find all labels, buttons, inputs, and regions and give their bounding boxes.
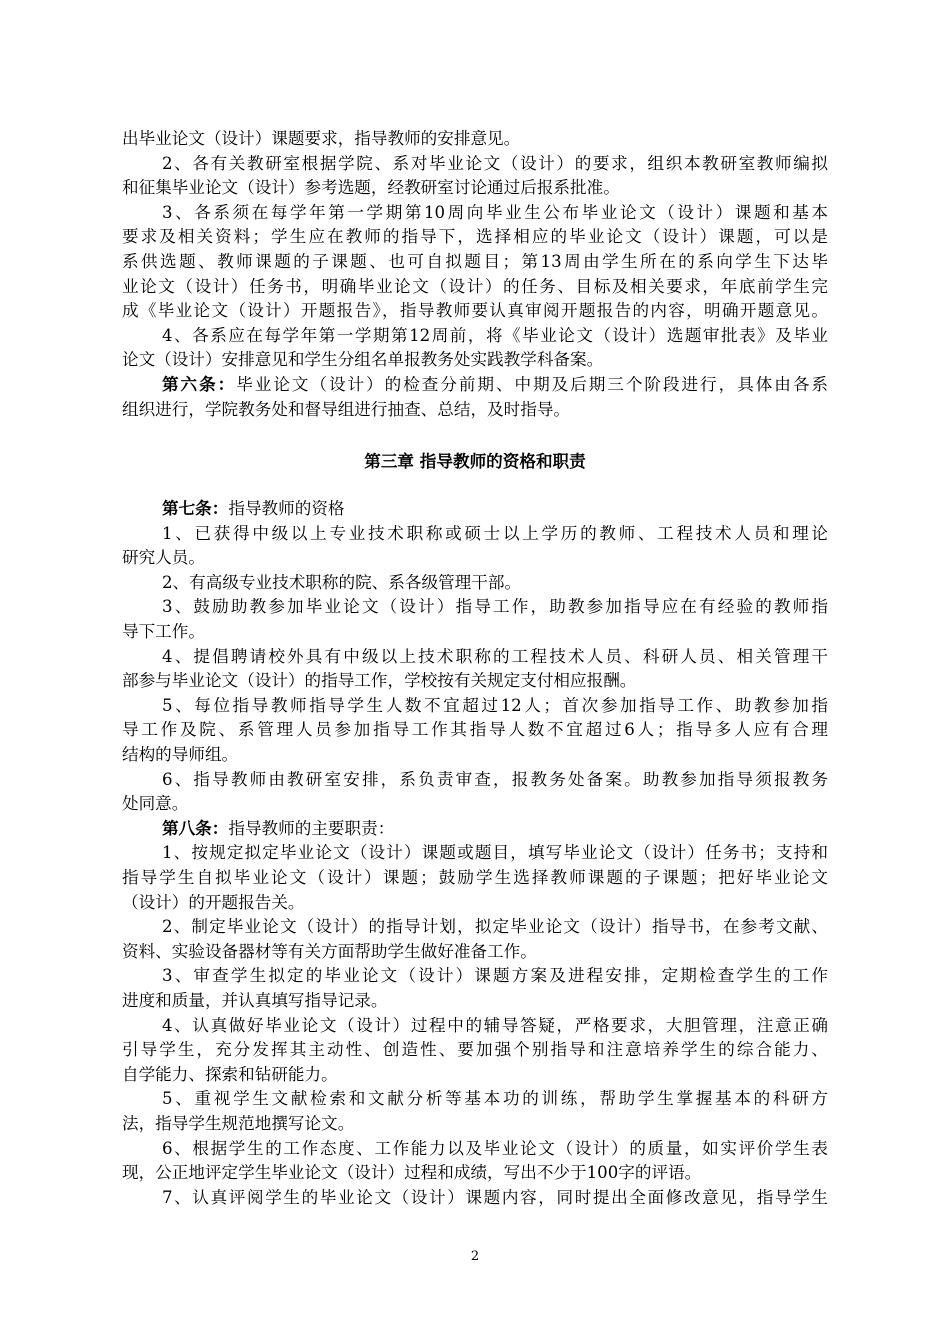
- text-line: 3、鼓励助教参加毕业论文（设计）指导工作，助教参加指导应在有经验的教师指: [162, 597, 828, 617]
- text-line: 自学能力、探索和钻研能力。: [122, 1064, 338, 1084]
- text-line: 组织进行，学院教务处和督导组进行抽查、总结，及时指导。: [122, 399, 571, 419]
- text-line: [162, 373, 828, 398]
- text-line: 指导学生自拟毕业论文（设计）课题；鼓励学生选择教师课题的子课题；把好毕业论文: [122, 868, 828, 887]
- article-label: 第六条：: [162, 375, 237, 394]
- text-line: 2、有高级专业技术职称的院、系各级管理干部。: [162, 572, 522, 592]
- text-line: 系供选题、教师课题的子课题、也可自拟题目；第13周由学生所在的系向学生下达毕: [122, 252, 828, 271]
- line-text: 毕业论文（设计）的检查分前期、中期及后期三个阶段进行，具体由各系: [236, 375, 828, 394]
- text-line: 现，公正地评定学生毕业论文（设计）过程和成绩，写出不少于100字的评语。: [122, 1163, 702, 1183]
- text-line: 要求及相关资料；学生应在教师的指导下，选择相应的毕业论文（设计）课题，可以是: [122, 227, 828, 247]
- text-line: 1、已获得中级以上专业技术职称或硕士以上学历的教师、工程技术人员和理论: [162, 523, 828, 543]
- text-line: 6、根据学生的工作态度、工作能力以及毕业论文（设计）的质量，如实评价学生表: [162, 1138, 828, 1158]
- article-label: 第八条：: [162, 818, 229, 838]
- text-line: 导工作及院、系管理人员参加指导工作其指导人数不宜超过6人；指导多人应有合理: [122, 720, 828, 740]
- text-line: 出毕业论文（设计）课题要求，指导教师的安排意见。: [122, 129, 521, 148]
- text-line: 3、审查学生拟定的毕业论文（设计）课题方案及进程安排，定期检查学生的工作: [162, 966, 828, 986]
- text-line: [162, 817, 828, 842]
- text-line: 法，指导学生规范地撰写论文。: [122, 1114, 355, 1133]
- text-line: 4、提倡聘请校外具有中级以上技术职称的工程技术人员、科研人员、相关管理干: [162, 646, 828, 666]
- text-line: 部参与毕业论文（设计）的指导工作，学校按有关规定支付相应报酬。: [122, 671, 637, 691]
- text-line: 4、认真做好毕业论文（设计）过程中的辅导答疑，严格要求，大胆管理，注意正确: [162, 1015, 828, 1035]
- text-line: 和征集毕业论文（设计）参考选题，经教研室讨论通过后报系批准。: [122, 178, 620, 198]
- text-line: 引导学生，充分发挥其主动性、创造性、要加强个别指导和注意培养学生的综合能力、: [122, 1040, 828, 1060]
- text-line: （设计）的开题报告关。: [122, 892, 305, 912]
- text-line: 6、指导教师由教研室安排，系负责审查，报教务处备案。助教参加指导须报教务: [162, 769, 828, 789]
- text-line: 2、制定毕业论文（设计）的指导计划，拟定毕业论文（设计）指导书，在参考文献、: [162, 917, 828, 937]
- text-line: [162, 497, 828, 522]
- line-text: 指导教师的主要职责：: [228, 818, 395, 838]
- text-line: 结构的导师组。: [122, 745, 239, 764]
- text-line: 处同意。: [122, 794, 189, 814]
- text-line: 论文（设计）安排意见和学生分组名单报教务处实践教学科备案。: [122, 350, 604, 370]
- text-line: 3、各系须在每学年第一学期第10周向毕业生公布毕业论文（设计）课题和基本: [162, 202, 828, 222]
- text-line: 7、认真评阅学生的毕业论文（设计）课题内容，同时提出全面修改意见，指导学生: [162, 1187, 828, 1207]
- text-line: 5、每位指导教师指导学生人数不宜超过12人；首次参加指导工作、助教参加指: [162, 695, 828, 715]
- page-number: 2: [470, 1249, 480, 1264]
- text-line: 5、重视学生文献检索和文献分析等基本功的训练，帮助学生掌握基本的科研方: [162, 1089, 828, 1109]
- text-line: 4、各系应在每学年第一学期第12周前，将《毕业论文（设计）选题审批表》及毕业: [162, 325, 828, 345]
- text-line: 进度和质量，并认真填写指导记录。: [122, 991, 388, 1010]
- text-line: 业论文（设计）任务书，明确毕业论文（设计）的任务、目标及相关要求，年底前学生完: [122, 276, 828, 296]
- article-label: 第七条：: [162, 499, 229, 518]
- text-line: 1、按规定拟定毕业论文（设计）课题或题目，填写毕业论文（设计）任务书；支持和: [162, 843, 828, 863]
- text-line: 2、各有关教研室根据学院、系对毕业论文（设计）的要求，组织本教研室教师编拟: [162, 153, 828, 173]
- text-line: 成《毕业论文（设计）开题报告》，指导教师要认真审阅开题报告的内容，明确开题意见。: [122, 301, 828, 321]
- chapter-heading: 第三章 指导教师的资格和职责: [364, 452, 586, 471]
- text-line: 资料、实验设备器材等有关方面帮助学生做好准备工作。: [122, 941, 537, 961]
- line-text: 指导教师的资格: [228, 499, 345, 518]
- text-line: 研究人员。: [122, 548, 205, 568]
- text-line: 导下工作。: [122, 622, 205, 641]
